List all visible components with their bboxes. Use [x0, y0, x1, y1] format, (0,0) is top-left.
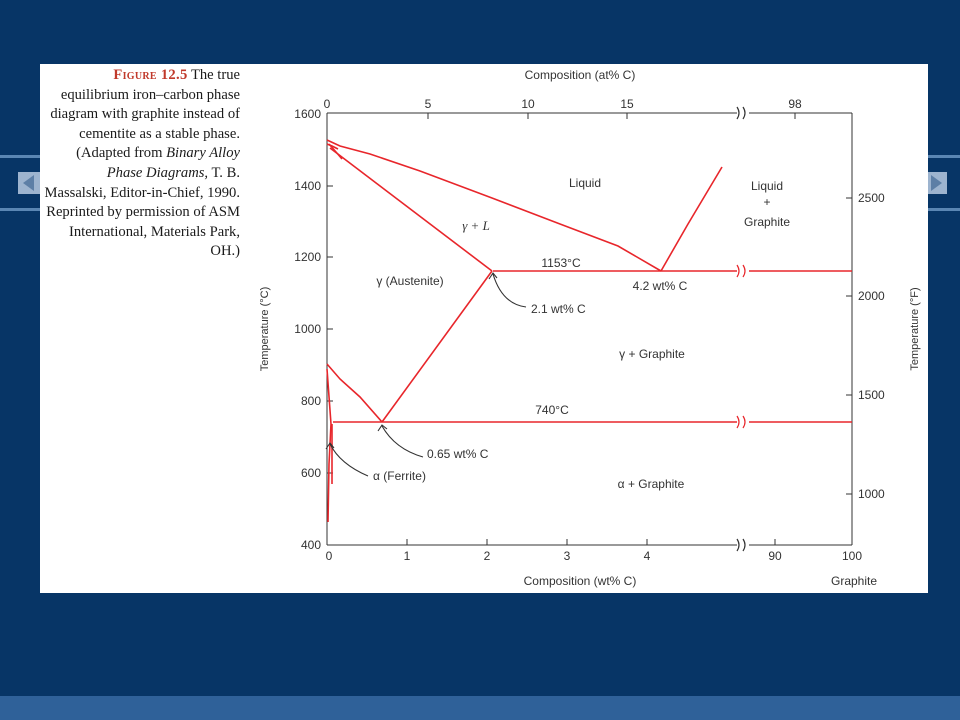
top-tick-label: 15	[620, 97, 634, 111]
bottom-tick-label: 1	[403, 549, 411, 563]
liquidus-right	[661, 167, 722, 271]
bottom-tick-label: 90	[768, 549, 782, 563]
eutectoid-temperature-label: 740°C	[535, 403, 569, 417]
alpha-graphite-label: α + Graphite	[617, 477, 685, 491]
gamma-l-label: γ + L	[462, 218, 490, 233]
liquidus-left	[327, 140, 661, 271]
left-tick-label: 400	[300, 538, 321, 552]
right-tick-label: 2500	[858, 191, 885, 205]
graphite-end-label: Graphite	[830, 574, 878, 588]
triangle-left-icon	[18, 172, 40, 194]
austenite-label: γ (Austenite)	[376, 274, 444, 288]
ferrite-label: α (Ferrite)	[373, 469, 426, 483]
bottom-axis-label: Composition (wt% C)	[523, 574, 637, 588]
right-axis-label: Temperature (°F)	[909, 287, 921, 371]
eutectoid-composition-label: 0.65 wt% C	[427, 447, 489, 461]
top-tick-label: 5	[424, 97, 432, 111]
figure-image	[40, 64, 928, 593]
phase-boundaries	[327, 140, 852, 522]
caption-text-2: T. B. Massalski, Editor-in-Chief, 1990. Reprinted by permission of ASM International, Materials Park, OH.)	[44, 164, 240, 260]
left-axis-label: Temperature (°C)	[259, 286, 271, 372]
gamma-solvus	[382, 271, 492, 422]
bottom-tick-label: 2	[483, 549, 491, 563]
annotation-arrows	[326, 273, 526, 476]
next-slide-button[interactable]	[925, 172, 947, 194]
bottom-tick-label: 4	[643, 549, 651, 563]
gamma-graphite-label: γ + Graphite	[619, 347, 685, 361]
left-tick-label: 1600	[294, 107, 321, 121]
left-tick-label: 1400	[294, 179, 321, 193]
max-solubility-label: 2.1 wt% C	[531, 302, 586, 316]
liquid-graphite-label-line1: Liquid	[750, 179, 784, 193]
top-tick-label: 10	[521, 97, 535, 111]
axis-break-marks	[737, 107, 745, 551]
figure-label: Figure 12.5	[113, 67, 188, 83]
bottom-tick-label: 3	[563, 549, 571, 563]
left-tick-label: 800	[300, 394, 321, 408]
previous-slide-button[interactable]	[18, 172, 40, 194]
triangle-right-icon	[925, 172, 947, 194]
left-tick-label: 1000	[294, 322, 321, 336]
bottom-tick-label: 0	[325, 549, 333, 563]
right-tick-label: 2000	[858, 289, 885, 303]
top-tick-label: 0	[323, 97, 331, 111]
liquid-graphite-label-line2: +	[763, 195, 771, 209]
left-tick-label: 1200	[294, 250, 321, 264]
phase-diagram	[40, 64, 928, 593]
axis-break-marks-red	[737, 265, 745, 428]
top-axis	[324, 68, 802, 111]
solidus	[330, 148, 492, 271]
bottom-tick-label: 100	[841, 549, 863, 563]
eutectic-composition-label: 4.2 wt% C	[632, 279, 688, 293]
eutectic-temperature-label: 1153°C	[541, 256, 581, 270]
phase-labels	[373, 176, 790, 491]
bottom-bar	[0, 696, 960, 720]
right-tick-label: 1500	[858, 388, 885, 402]
gamma-alpha-boundary	[327, 364, 382, 422]
caption-book-title: Binary Alloy Phase Diagrams,	[106, 145, 240, 181]
left-axis	[259, 107, 321, 552]
caption-text-1: The true equilibrium iron–carbon phase diagram with graphite instead of cementite as a stable phase. (Adapted from	[50, 67, 240, 162]
bottom-axis	[326, 549, 878, 588]
liquid-label: Liquid	[568, 176, 602, 190]
top-tick-label: 98	[788, 97, 802, 111]
right-axis	[858, 191, 921, 501]
top-axis-label: Composition (at% C)	[524, 68, 636, 82]
right-tick-label: 1000	[858, 487, 885, 501]
left-tick-label: 600	[300, 466, 321, 480]
liquid-graphite-label-line3: Graphite	[743, 215, 791, 229]
